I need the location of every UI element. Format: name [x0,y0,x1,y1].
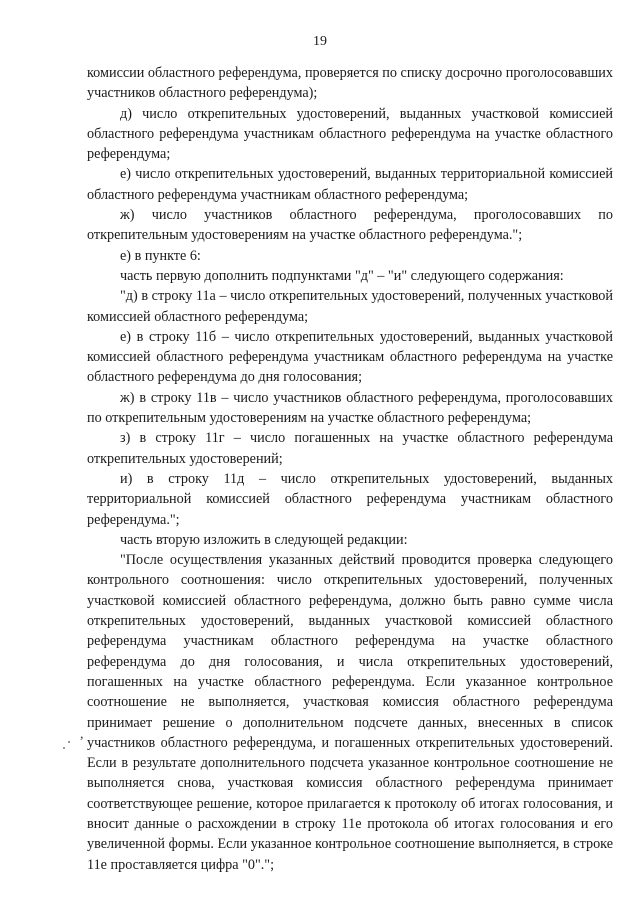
paragraph: часть первую дополнить подпунктами "д" – "и" следующего содержания: [120,267,564,284]
page-number: 19 [313,34,327,49]
paragraph: ж) число участников областного референдума, проголосовавших по открепительным удостоверениям на участке областного референдума."; [87,207,613,244]
margin-mark: , [80,727,84,742]
paragraph: д) число открепительных удостоверений, выданных участковой комиссией областного референдума участникам областного референдума на участке областного референдума; [87,105,613,163]
paragraph: "После осуществления указанных действий проводится проверка следующего контрольного соотношения: число открепительных удостоверений, полученных участковой комиссией областного референдума, должно быть равно сумме числа открепительных удостоверений, выданных участковой комиссией областного референдума участникам областного референдума на участке областного референдума до дня голосования, и числа открепительных удостоверений, погашенных на участке областного референдума. Если указанное контрольное соотношение не выполняется, участковая комиссия областного референдума принимает решение о дополнительном подсчете данных, внесенных в список участников областного референдума, и погашенных открепительных удостоверений. Если в результате дополнительного подсчета указанное контрольное соотношение не выполняется снова, участковая комиссия областного референдума принимает соответствующее решение, которое прилагается к протоколу об итогах голосования, и вносит данные о расхождении в строку 11е протокола об итогах голосования и его увеличенной формы. Если указанное контрольное соотношение выполняется, в строке 11е проставляется цифра "0"."; [87,552,613,873]
paragraph: часть вторую изложить в следующей редакции: [120,531,408,548]
document-body [87,63,613,875]
paragraph: е) в строку 11б – число открепительных удостоверений, выданных участковой комиссией областного референдума участникам областного референдума на участке областного референдума до дня голосования; [87,328,613,386]
paragraph: ж) в строку 11в – число участников областного референдума, проголосовавших по открепительным удостоверениям на участке областного референдума; [87,389,613,427]
paragraph: е) число открепительных удостоверений, выданных территориальной комиссией областного референдума участникам областного референдума; [87,166,613,203]
paragraph: и) в строку 11д – число открепительных удостоверений, выданных территориальной комиссией областного референдума участникам областного референдума."; [87,470,613,528]
paragraph: "д) в строку 11а – число открепительных удостоверений, полученных участковой комиссией областного референдума; [87,288,613,325]
paragraph: з) в строку 11г – число погашенных на участке областного референдума открепительных удостоверений; [87,430,613,467]
paragraph: комиссии областного референдума, проверяется по списку досрочно проголосовавших участников областного референдума); [87,65,613,102]
paragraph: е) в пункте 6: [120,247,201,264]
scan-speck [63,747,65,749]
scan-speck [68,741,70,743]
